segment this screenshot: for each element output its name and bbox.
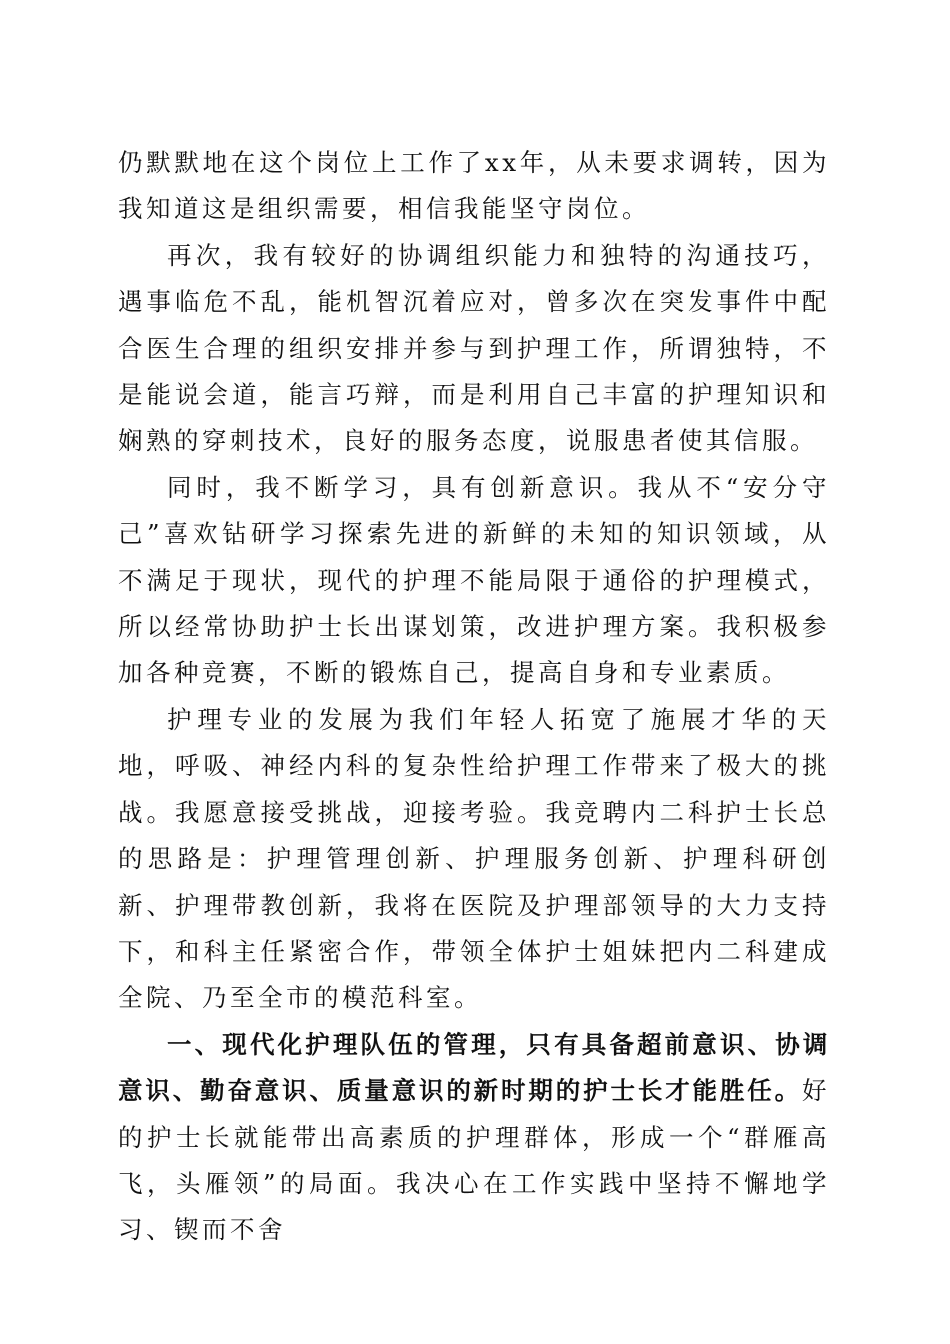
paragraph-coordination-skills: 再次，我有较好的协调组织能力和独特的沟通技巧，遇事临危不乱，能机智沉着应对，曾多次在突发事件中配合医生合理的组织安排并参与到护理工作，所谓独特，不是能说会道，能言巧辩，而是利用自己丰富的护理知识和娴熟的穿刺技术，良好的服务态度，说服患者使其信服。 [118,240,830,456]
paragraph-continuation: 仍默默地在这个岗位上工作了xx年，从未要求调转，因为我知道这是组织需要，相信我能坚守岗位。 [118,148,830,224]
paragraph-innovation: 同时，我不断学习，具有创新意识。我从不“安分守己”喜欢钻研学习探索先进的新鲜的未知的知识领域，从不满足于现状，现代的护理不能局限于通俗的护理模式，所以经常协助护士长出谋划策，改进护理方案。我积极参加各种竞赛，不断的锻炼自己，提高自身和专业素质。 [118,472,830,688]
paragraph-team-management [118,1022,830,1254]
section-body-text: 好的护士长就能带出高素质的护理群体，形成一个“群雁高飞，头雁领”的局面。我决心在工作实践中坚持不懈地学习、锲而不舍 [118,1076,830,1245]
document-body [118,140,830,1254]
section-heading: 一、现代化护理队伍的管理，只有具备超前意识、协调意识、勤奋意识、质量意识的新时期的护士长才能胜任。 [118,1029,830,1106]
paragraph-work-plan: 护理专业的发展为我们年轻人拓宽了施展才华的天地，呼吸、神经内科的复杂性给护理工作带来了极大的挑战。我愿意接受挑战，迎接考验。我竞聘内二科护士长总的思路是：护理管理创新、护理服务创新、护理科研创新、护理带教创新，我将在医院及护理部领导的大力支持下，和科主任紧密合作，带领全体护士姐妹把内二科建成全院、乃至全市的模范科室。 [118,704,830,1013]
